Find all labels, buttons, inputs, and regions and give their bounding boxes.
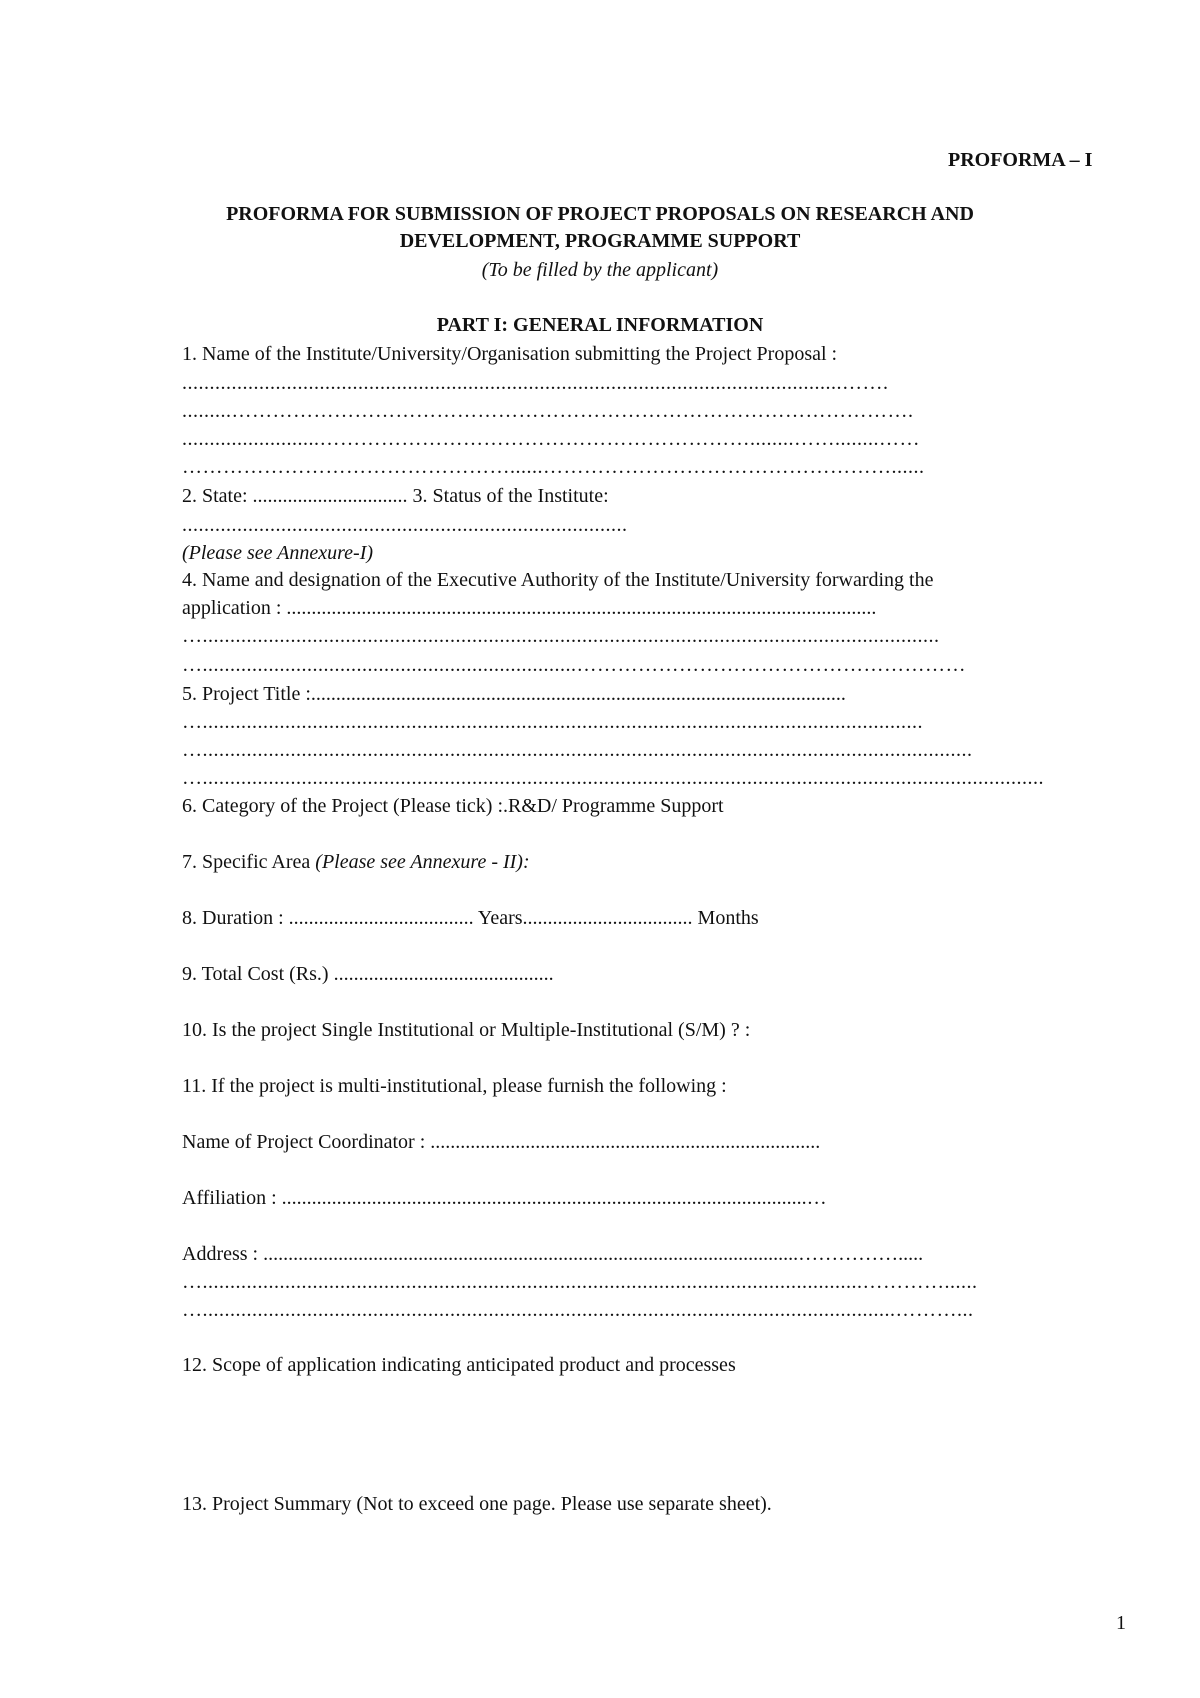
question-10: 10. Is the project Single Institutional or Multiple-Institutional (S/M) ? : [182,1019,751,1041]
question-13: 13. Project Summary (Not to exceed one page. Please use separate sheet). [182,1493,772,1515]
proforma-label: PROFORMA – I [948,149,1093,171]
question-5-line: …................................................................................................................................... [182,711,923,733]
project-coordinator: Name of Project Coordinator : .............................................................................. [182,1131,821,1153]
question-4-line: …...................................................................................................................................... [182,625,940,647]
address-line: …........................................................................................................................…………...... [182,1271,978,1293]
question-2-3: 2. State: ............................... 3. Status of the Institute: [182,485,609,507]
question-5-line: …......................................................................................................................................................... [182,767,1044,789]
question-11: 11. If the project is multi-institutional, please furnish the following : [182,1075,727,1097]
question-1-line: .........………………………………………………………………………………………. [182,400,914,422]
question-1-line: .........................………………………………………………………........……........…… [182,428,920,450]
question-4-line: …....................................................................………………………………………………… [182,654,966,676]
document-subtitle: (To be filled by the applicant) [481,259,719,281]
annexure-1-note: (Please see Annexure-I) [182,542,374,564]
question-4-cont: application : ...................................................................................................................... [182,597,877,619]
question-6: 6. Category of the Project (Please tick) :.R&D/ Programme Support [182,795,724,817]
question-9: 9. Total Cost (Rs.) ............................................ [182,963,554,985]
document-title-line1: PROFORMA FOR SUBMISSION OF PROJECT PROPOSALS ON RESEARCH AND [226,203,974,225]
affiliation: Affiliation : .........................................................................................................… [182,1187,827,1209]
question-3-line: ................................................................................. [182,514,628,536]
document-title-line2: DEVELOPMENT, PROGRAMME SUPPORT [399,230,801,252]
address: Address : ...........................................................................................................……………..... [182,1243,924,1265]
question-4: 4. Name and designation of the Executive Authority of the Institute/University forwarding the [182,569,934,591]
part1-heading: PART I: GENERAL INFORMATION [436,314,764,336]
annexure-2-note: (Please see Annexure - II): [315,851,530,873]
question-8: 8. Duration : ..................................... Years.................................. Months [182,907,759,929]
question-1-line: ........................................................................................................................……. [182,372,889,394]
question-7 [182,850,530,874]
question-12: 12. Scope of application indicating anticipated product and processes [182,1354,736,1376]
question-7-prefix: 7. Specific Area [182,851,316,873]
question-5-line: …............................................................................................................................................ [182,739,973,761]
address-line: …..............................................................................................................................………... [182,1299,974,1321]
question-1: 1. Name of the Institute/University/Organisation submitting the Project Proposal : [182,343,838,365]
page-number: 1 [1116,1612,1126,1634]
question-5: 5. Project Title :........................................................................................................... [182,683,846,705]
question-1-line: …………………………………………......……………………………………………...... [182,456,925,478]
